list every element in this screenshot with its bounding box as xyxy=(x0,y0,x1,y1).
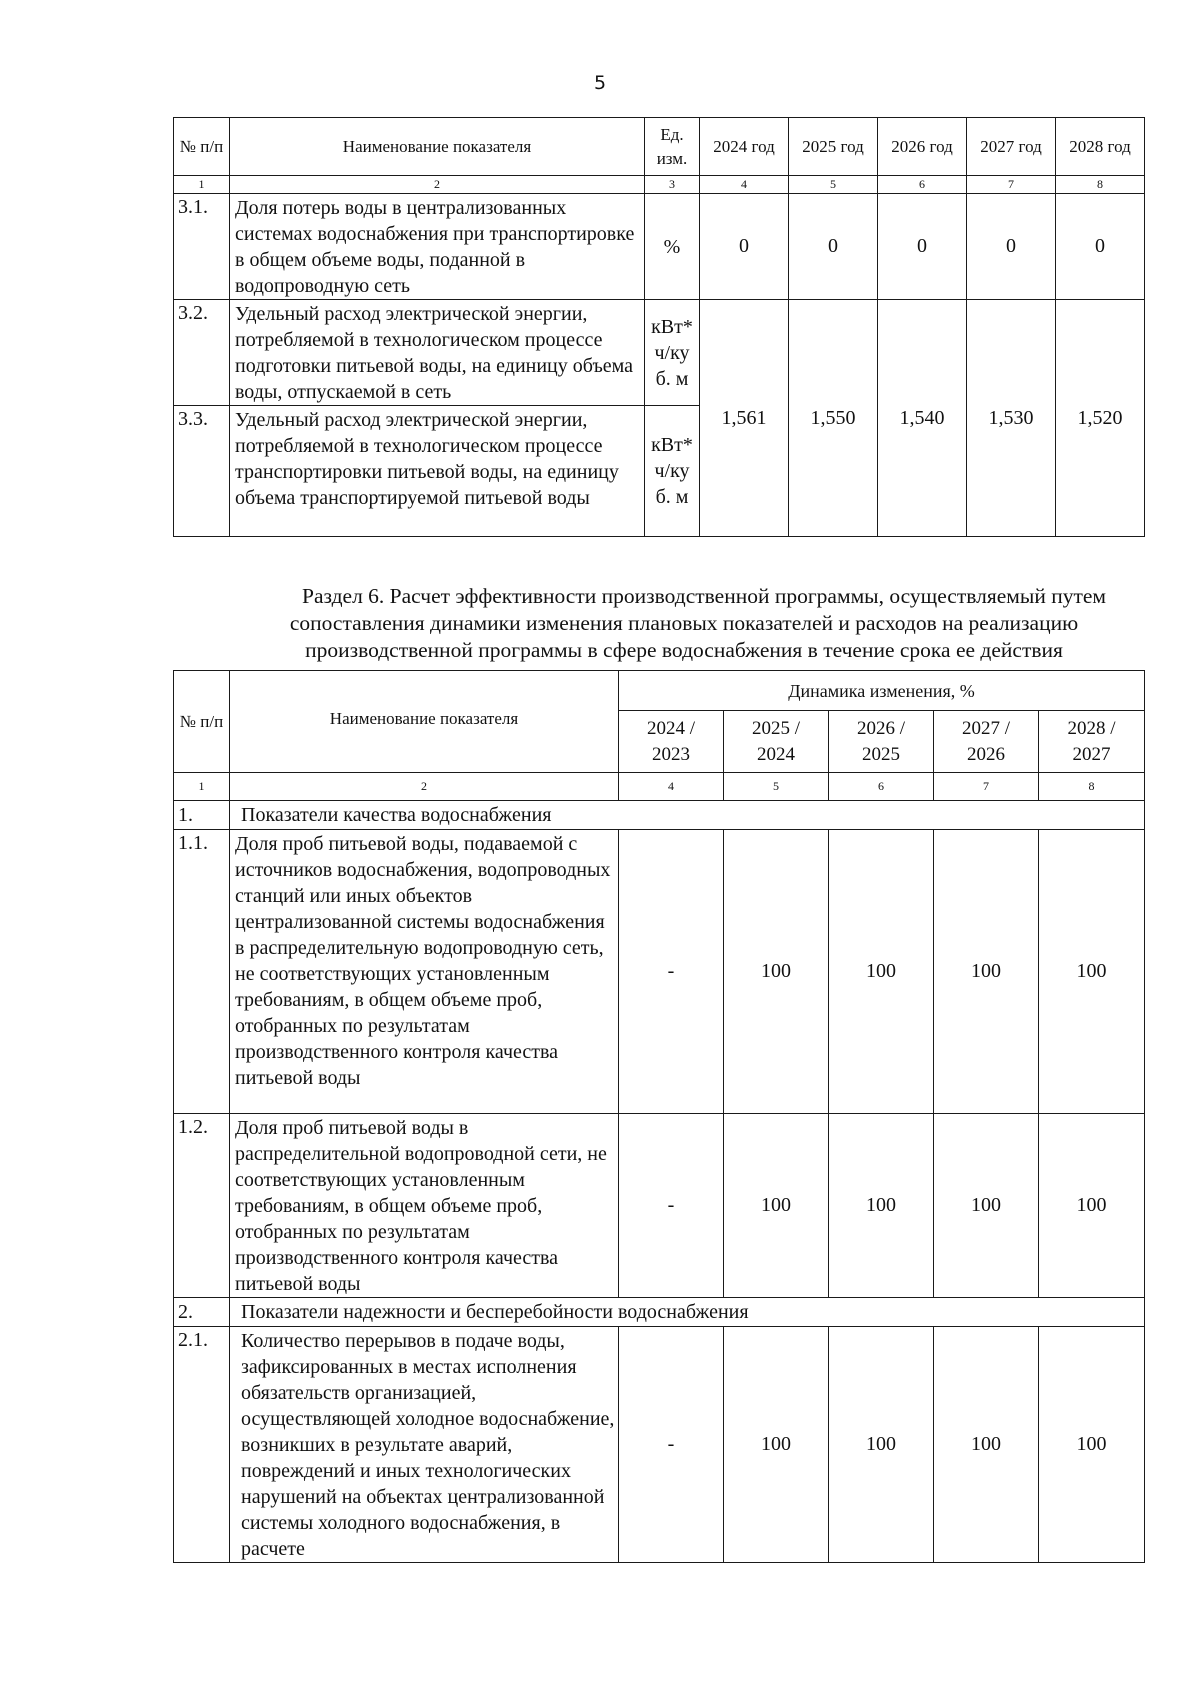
unit: кВт* ч/ку б. м xyxy=(645,300,700,406)
value-cell: 100 xyxy=(934,1114,1039,1298)
page-number: 5 xyxy=(593,72,607,94)
row-number: 1.2. xyxy=(174,1114,230,1298)
period-b: 2023 xyxy=(652,743,690,765)
table-row xyxy=(174,194,1145,300)
section-number: 1. xyxy=(174,801,230,830)
header-period xyxy=(934,711,1039,773)
column-number: 8 xyxy=(1039,773,1145,801)
header-name: Наименование показателя xyxy=(230,118,645,176)
value-cell: 100 xyxy=(829,830,934,1114)
header-year: 2025 год xyxy=(789,118,878,176)
value-cell: 0 xyxy=(700,194,789,300)
value-cell: 0 xyxy=(878,194,967,300)
header-num: № п/п xyxy=(174,671,230,773)
column-number: 2 xyxy=(230,773,619,801)
header-name: Наименование показателя xyxy=(230,671,619,773)
period-b: 2025 xyxy=(862,743,900,765)
header-year: 2026 год xyxy=(878,118,967,176)
column-number: 4 xyxy=(700,176,789,194)
value-cell: 100 xyxy=(829,1114,934,1298)
period-a: 2026 / xyxy=(856,717,906,739)
efficiency-table xyxy=(173,670,1145,1563)
period-a: 2025 / xyxy=(751,717,801,739)
table-header-row xyxy=(174,118,1145,176)
value-cell: 100 xyxy=(724,1114,829,1298)
header-num: № п/п xyxy=(174,118,230,176)
indicators-table xyxy=(173,117,1145,537)
section-heading-line: сопоставления динамики изменения плановых показателей и расходов на реализацию xyxy=(289,611,1079,635)
period-b: 2024 xyxy=(757,743,795,765)
period-a: 2024 / xyxy=(646,717,696,739)
merged-value-cell: 1,561 xyxy=(700,300,789,537)
table-header-row xyxy=(174,671,1145,711)
row-number: 3.1. xyxy=(174,194,230,300)
value-cell: 100 xyxy=(1039,830,1145,1114)
indicator-name: Удельный расход электрической энергии, потребляемой в технологическом процессе транспортировки питьевой воды, на единицу объема транспортируемой питьевой воды xyxy=(230,406,645,537)
section-heading-line: производственной программы в сфере водоснабжения в течение срока ее действия xyxy=(305,638,1063,662)
value-cell: 0 xyxy=(967,194,1056,300)
section-title: Показатели качества водоснабжения xyxy=(230,801,1145,830)
value-cell: 100 xyxy=(724,830,829,1114)
table-row xyxy=(174,1114,1145,1298)
indicator-name: Доля потерь воды в централизованных системах водоснабжения при транспортировке в общем объеме воды, поданной в водопроводную сеть xyxy=(230,194,645,300)
header-unit: Ед. изм. xyxy=(645,118,700,176)
column-number-row xyxy=(174,773,1145,801)
column-number: 7 xyxy=(934,773,1039,801)
value-cell: 100 xyxy=(1039,1327,1145,1563)
value-cell: - xyxy=(619,830,724,1114)
table-row xyxy=(174,1327,1145,1563)
section-row xyxy=(174,1298,1145,1327)
merged-value-cell: 1,520 xyxy=(1056,300,1145,537)
column-number: 1 xyxy=(174,176,230,194)
column-number: 5 xyxy=(724,773,829,801)
value-cell: - xyxy=(619,1114,724,1298)
column-number: 7 xyxy=(967,176,1056,194)
header-year: 2027 год xyxy=(967,118,1056,176)
header-year: 2024 год xyxy=(700,118,789,176)
unit: кВт* ч/ку б. м xyxy=(645,406,700,537)
merged-value-cell: 1,540 xyxy=(878,300,967,537)
header-period xyxy=(619,711,724,773)
table-row xyxy=(174,300,1145,406)
section-row xyxy=(174,801,1145,830)
value-cell: 100 xyxy=(1039,1114,1145,1298)
column-number: 3 xyxy=(645,176,700,194)
value-cell: 100 xyxy=(724,1327,829,1563)
value-cell: 100 xyxy=(829,1327,934,1563)
column-number: 5 xyxy=(789,176,878,194)
column-number: 2 xyxy=(230,176,645,194)
header-period xyxy=(724,711,829,773)
header-period xyxy=(1039,711,1145,773)
indicator-name: Доля проб питьевой воды в распределительной водопроводной сети, не соответствующих установленным требованиям, в общем объеме проб, отобранных по результатам производственного контроля качества питьевой воды xyxy=(230,1114,619,1298)
period-b: 2026 xyxy=(967,743,1005,765)
merged-value-cell: 1,550 xyxy=(789,300,878,537)
indicator-name: Удельный расход электрической энергии, потребляемой в технологическом процессе подготовки питьевой воды, на единицу объема воды, отпускаемой в сеть xyxy=(230,300,645,406)
value-cell: 100 xyxy=(934,830,1039,1114)
period-a: 2027 / xyxy=(961,717,1011,739)
row-number: 1.1. xyxy=(174,830,230,1114)
section-heading xyxy=(212,583,1156,664)
column-number-row xyxy=(174,176,1145,194)
value-cell: 100 xyxy=(934,1327,1039,1563)
period-b: 2027 xyxy=(1072,743,1111,765)
section-heading-line: Раздел 6. Расчет эффективности производственной программы, осуществляемый путем xyxy=(301,584,1106,608)
header-dynamics: Динамика изменения, % xyxy=(619,671,1145,711)
value-cell: - xyxy=(619,1327,724,1563)
section-number: 2. xyxy=(174,1298,230,1327)
column-number: 6 xyxy=(829,773,934,801)
value-cell: 0 xyxy=(789,194,878,300)
row-number: 2.1. xyxy=(174,1327,230,1563)
row-number: 3.2. xyxy=(174,300,230,406)
value-cell: 0 xyxy=(1056,194,1145,300)
merged-value-cell: 1,530 xyxy=(967,300,1056,537)
indicator-name: Количество перерывов в подаче воды, зафиксированных в местах исполнения обязательств организацией, осуществляющей холодное водоснабжение, возникших в результате аварий, повреждений и иных технологических нарушений на объектах централизованной системы холодного водоснабжения, в расчете xyxy=(230,1327,619,1563)
column-number: 6 xyxy=(878,176,967,194)
header-period xyxy=(829,711,934,773)
row-number: 3.3. xyxy=(174,406,230,537)
column-number: 8 xyxy=(1056,176,1145,194)
table-row xyxy=(174,830,1145,1114)
header-year: 2028 год xyxy=(1056,118,1145,176)
period-a: 2028 / xyxy=(1067,717,1116,739)
column-number: 4 xyxy=(619,773,724,801)
section-title: Показатели надежности и бесперебойности водоснабжения xyxy=(230,1298,1145,1327)
unit: % xyxy=(645,194,700,300)
column-number: 1 xyxy=(174,773,230,801)
indicator-name: Доля проб питьевой воды, подаваемой с источников водоснабжения, водопроводных станций или иных объектов централизованной системы водоснабжения в распределительную водопроводную сеть, не соответствующих установленным требованиям, в общем объеме проб, отобранных по результатам производственного контроля качества питьевой воды xyxy=(230,830,619,1114)
